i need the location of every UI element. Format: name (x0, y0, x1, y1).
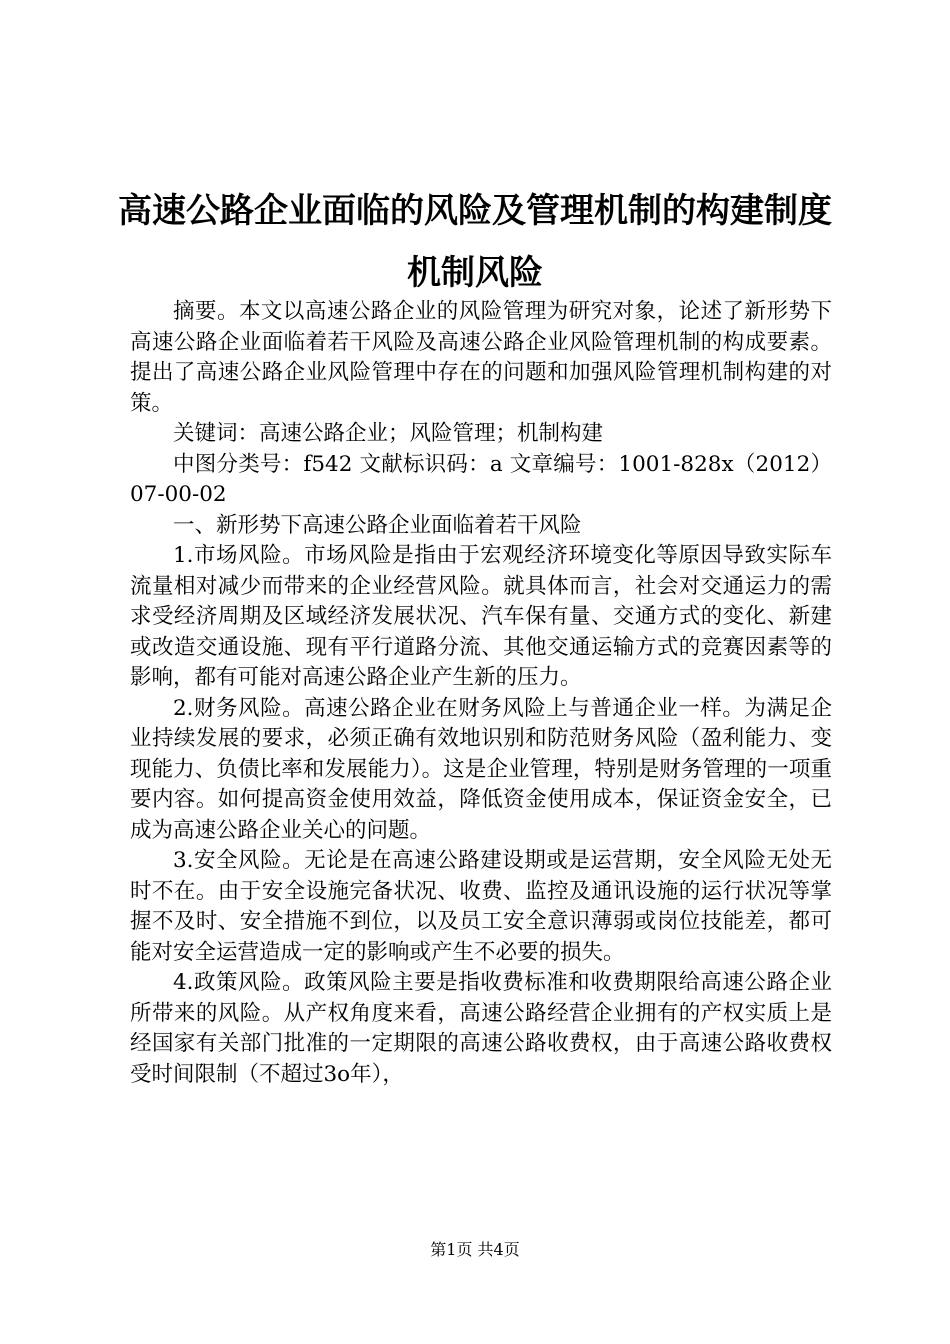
body-paragraph: 2.财务风险。高速公路企业在财务风险上与普通企业一样。为满足企业持续发展的要求，必须正确有效地识别和防范财务风险（盈利能力、变现能力、负债比率和发展能力）。这是企业管理，特别是财务管理的一项重要内容。如何提高资金使用效益，降低资金使用成本，保证资金安全，已成为高速公路企业关心的问题。 (130, 695, 832, 843)
body-paragraph: 4.政策风险。政策风险主要是指收费标准和收费期限给高速公路企业所带来的风险。从产权角度来看，高速公路经营企业拥有的产权实质上是经国家有关部门批准的一定期限的高速公路收费权，由于高速公路收费权受时间限制（不超过3o年）， (130, 970, 832, 1087)
document-title: 高速公路企业面临的风险及管理机制的构建制度机制风险 (118, 191, 832, 293)
abstract-paragraph: 摘要。本文以高速公路企业的风险管理为研究对象，论述了新形势下高速公路企业面临着若干风险及高速公路企业风险管理机制的构成要素。提出了高速公路企业风险管理中存在的问题和加强风险管理机制构建的对策。 (130, 299, 832, 416)
keywords-paragraph: 关键词：高速公路企业；风险管理；机制构建 (173, 421, 604, 446)
page-footer: 第1页 共4页 (430, 1240, 520, 1259)
classification-paragraph: 中图分类号：f542 文献标识码：a 文章编号：1001-828x（2012）07-00-02 (130, 451, 832, 507)
body-paragraph: 3.安全风险。无论是在高速公路建设期或是运营期，安全风险无处无时不在。由于安全设施完备状况、收费、监控及通讯设施的运行状况等掌握不及时、安全措施不到位，以及员工安全意识薄弱或岗位技能差，都可能对安全运营造成一定的影响或产生不必要的损失。 (130, 848, 832, 965)
document-body (130, 297, 832, 1090)
section-heading: 一、新形势下高速公路企业面临着若干风险 (173, 512, 582, 538)
body-paragraph: 1.市场风险。市场风险是指由于宏观经济环境变化等原因导致实际车流量相对减少而带来的企业经营风险。就具体而言，社会对交通运力的需求受经济周期及区域经济发展状况、汽车保有量、交通方式的变化、新建或改造交通设施、现有平行道路分流、其他交通运输方式的竞赛因素等的影响，都有可能对高速公路企业产生新的压力。 (130, 543, 832, 690)
